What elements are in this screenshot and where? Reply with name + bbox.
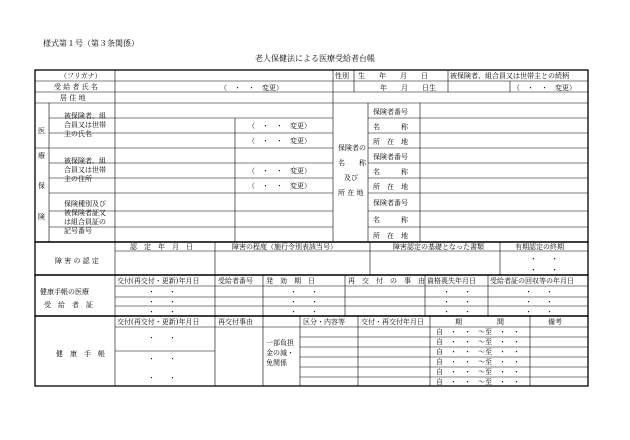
cert-header-5: 資格喪失年月日: [427, 277, 476, 285]
birth-date-value: 年 月 日生: [380, 84, 436, 92]
insurer-number-3: 保険者番号: [373, 199, 408, 207]
cert-dots-3-1: ・ ・: [443, 288, 471, 296]
cert-header-3: 発 効 期 日: [266, 277, 315, 285]
page-title: 老人保健法による医療受給者台帳: [255, 54, 375, 63]
disability-header-4: 有期認定の終期: [515, 243, 564, 251]
insurer-label-3: 及び: [344, 174, 358, 182]
insurer-label-2: 名 称: [338, 159, 366, 167]
insured-address-change-1: （ ・ ・ 変更）: [248, 167, 311, 175]
recipient-name-label: 受 給 者 氏 名: [54, 83, 98, 91]
section-handbook: [35, 316, 588, 386]
insurer-meisho-2: 名 称: [373, 168, 408, 176]
handbook-header-3: 区分・内容等: [303, 318, 345, 326]
cert-dots-4-3: ・ ・: [525, 308, 553, 316]
cert-header-6: 受給者証の回収等の年月日: [490, 277, 574, 285]
period-row-5: 自 ・ ・ ～至 ・ ・: [436, 368, 520, 376]
section-disability: [35, 242, 588, 275]
insurer-shozai-2: 所 在 地: [373, 183, 408, 191]
insured-address-change-2: （ ・ ・ 変更）: [248, 182, 311, 190]
insurer-label-1: 保険者の: [338, 144, 366, 152]
section-certificate: [35, 275, 588, 316]
form-number: 様式第１号（第３条関係）: [43, 39, 139, 48]
disability-dots-2: ・ ・: [530, 266, 558, 274]
birth-date-header: 生 年 月 日: [358, 72, 428, 80]
insurer-number-2: 保険者番号: [373, 153, 408, 161]
cert-dots-1-2: ・ ・: [148, 298, 176, 306]
kind-number-label-4: 記号番号: [64, 227, 92, 235]
insurer-number-1: 保険者番号: [373, 108, 408, 116]
name-change-note: （ ・ ・ 変更）: [220, 84, 283, 92]
insured-address-label-2: 合員又は世帯: [64, 166, 106, 174]
kind-number-label-3: は組合員証の: [64, 218, 106, 226]
side-char-1: 医: [38, 127, 45, 135]
side-char-2: 療: [38, 152, 45, 160]
insured-name-label-3: 主の氏名: [64, 130, 92, 138]
insured-name-change-1: （ ・ ・ 変更）: [248, 122, 311, 130]
sex-label: 性別: [335, 72, 349, 80]
handbook-header-1: 交付(再交付・更新)年月日: [117, 318, 200, 326]
section-recipient: [35, 70, 588, 242]
handbook-header-2: 再交付事由: [218, 318, 253, 326]
cert-row-label-2: 受 給 者 証: [44, 301, 93, 309]
insured-name-label-2: 合員又は世帯: [64, 121, 106, 129]
cert-header-4: 再 交 付 の 事 由: [348, 277, 425, 285]
insurer-shozai-3: 所 在 地: [373, 232, 408, 240]
cert-dots-3-3: ・ ・: [443, 308, 471, 316]
insurer-label-4: 所 在 地: [338, 189, 364, 197]
cert-dots-2-3: ・ ・: [290, 308, 318, 316]
cert-header-2: 受給者番号: [218, 277, 253, 285]
address-label: 居 住 地: [60, 94, 86, 102]
partial-payment-label-2: 金の減・: [266, 349, 294, 357]
kind-number-label-2: 被保険者証又: [64, 209, 106, 217]
insurer-meisho-3: 名 称: [373, 216, 408, 224]
disability-header-1: 認 定 年 月 日: [130, 243, 193, 251]
disability-header-2: 障害の程度（施行令別表該当号）: [232, 243, 337, 251]
furigana-label: （フリガナ）: [60, 72, 102, 80]
kind-number-label-1: 保険種別及び: [64, 200, 106, 208]
cert-dots-4-2: ・ ・: [525, 298, 553, 306]
disability-dots-1: ・ ・: [530, 255, 558, 263]
side-char-4: 険: [38, 213, 45, 221]
side-char-3: 保: [38, 182, 45, 190]
cert-dots-2-2: ・ ・: [290, 298, 318, 306]
handbook-dots-2: ・ ・: [148, 355, 176, 363]
handbook-dots-3: ・ ・: [148, 374, 176, 382]
handbook-row-label: 健 康 手 帳: [56, 350, 105, 358]
handbook-header-5: 期 間: [455, 318, 504, 326]
insurer-shozai-1: 所 在 地: [373, 138, 408, 146]
handbook-header-6: 備考: [548, 318, 562, 326]
insured-address-label-3: 主の住所: [64, 175, 92, 183]
cert-dots-1-3: ・ ・: [148, 308, 176, 316]
period-row-4: 自 ・ ・ ～至 ・ ・: [436, 358, 520, 366]
cert-header-1: 交付(再交付・更新)年月日: [117, 277, 200, 285]
period-row-6: 自 ・ ・ ～至 ・ ・: [436, 378, 520, 386]
period-row-2: 自 ・ ・ ～至 ・ ・: [436, 338, 520, 346]
partial-payment-label-3: 免関係: [266, 359, 287, 367]
insured-name-change-2: （ ・ ・ 変更）: [248, 137, 311, 145]
insured-address-label-1: 被保険者、組: [64, 157, 106, 165]
cert-dots-3-2: ・ ・: [443, 298, 471, 306]
relation-label: 被保険者、組合員又は世帯主との続柄: [450, 72, 569, 80]
partial-payment-label-1: 一部負担: [266, 339, 294, 347]
cert-dots-1-1: ・ ・: [148, 288, 176, 296]
period-row-1: 自 ・ ・ ～至 ・ ・: [436, 328, 520, 336]
disability-row-label: 障 害 の 認 定: [55, 257, 99, 265]
cert-dots-4-1: ・ ・: [525, 288, 553, 296]
insured-name-label-1: 被保険者、組: [64, 112, 106, 120]
handbook-dots-1: ・ ・: [148, 334, 176, 342]
disability-header-3: 障害認定の基礎となった書類: [393, 243, 484, 251]
relation-change-note: （ ・ ・ 変更）: [513, 84, 576, 92]
insurer-meisho-1: 名 称: [373, 123, 408, 131]
cert-row-label-1: 健康手帳の医療: [40, 288, 89, 296]
handbook-header-4: 交付・再交付年月日: [361, 318, 424, 326]
cert-dots-2-1: ・ ・: [290, 288, 318, 296]
period-row-3: 自 ・ ・ ～至 ・ ・: [436, 348, 520, 356]
